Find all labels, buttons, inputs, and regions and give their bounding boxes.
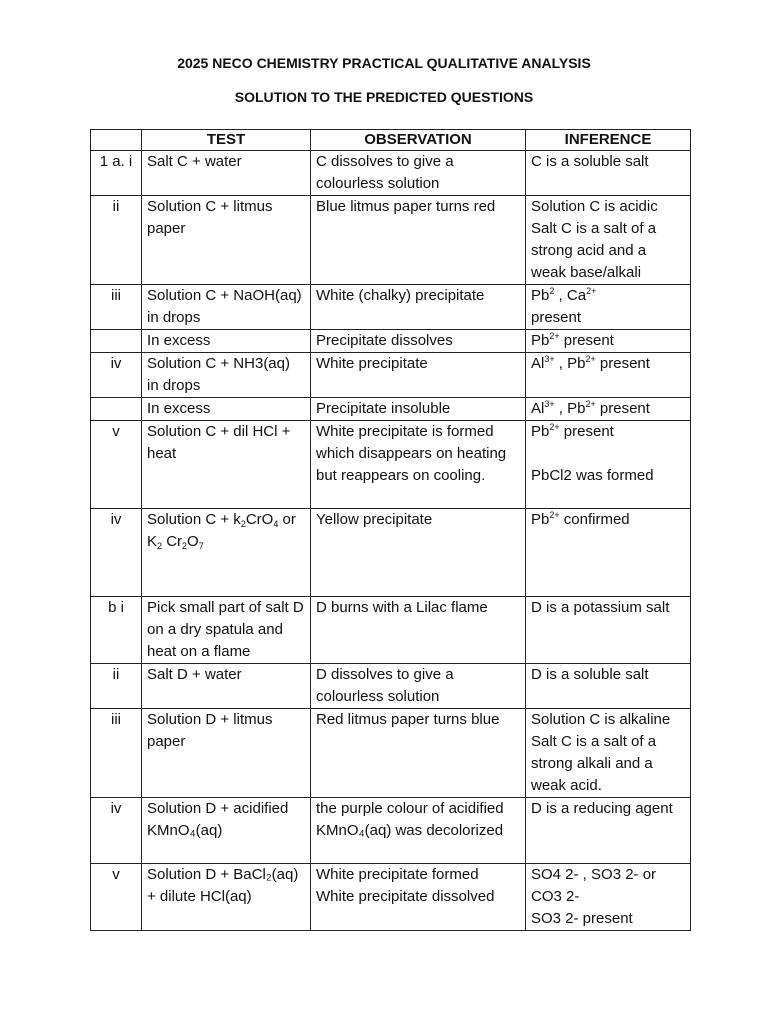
- row-number: iv: [91, 509, 142, 597]
- inference-cell: [526, 330, 691, 353]
- table-row: [91, 597, 691, 664]
- test-text: (aq) in drops: [147, 355, 290, 394]
- test-cell: In excess: [142, 330, 311, 353]
- inference-cell: D is a reducing agent: [526, 798, 691, 864]
- table-row: [91, 196, 691, 285]
- inference-line: Solution C is alkaline: [531, 711, 671, 728]
- inference-cell: C is a soluble salt: [526, 151, 691, 196]
- ion-charge: 3+: [544, 399, 555, 409]
- document-title: 2025 NECO CHEMISTRY PRACTICAL QUALITATIVE ANALYSIS: [177, 55, 591, 71]
- ion-symbol: Pb: [531, 332, 550, 349]
- observation-cell: Yellow precipitate: [311, 509, 526, 597]
- table-row: [91, 151, 691, 196]
- inference-line: present: [531, 309, 582, 326]
- row-number: 1 a. i: [91, 151, 142, 196]
- observation-cell: Precipitate dissolves: [311, 330, 526, 353]
- row-number: iv: [91, 798, 142, 864]
- observation-cell: [311, 864, 526, 931]
- inference-cell: [526, 353, 691, 398]
- observation-cell: Precipitate insoluble: [311, 398, 526, 421]
- test-cell: Salt D + water: [142, 664, 311, 709]
- ion-charge: 2+: [549, 510, 560, 520]
- ion-symbol: , Pb: [554, 355, 586, 372]
- test-cell: [142, 509, 311, 597]
- test-cell: Solution C + NaOH(aq) in drops: [142, 285, 311, 330]
- ion-charge: 2+: [585, 354, 596, 364]
- ion-symbol: , Ca: [554, 287, 587, 304]
- inference-cell: [526, 509, 691, 597]
- table-row: [91, 709, 691, 798]
- inference-line: PbCl2 was formed: [531, 467, 654, 484]
- test-cell: Solution C + dil HCl + heat: [142, 421, 311, 509]
- inference-line: SO4 2- , SO3 2- or CO3 2-: [531, 866, 657, 905]
- test-text: Solution C + k: [147, 511, 241, 528]
- test-text: O: [187, 533, 199, 550]
- test-cell: Solution D + BaCl₂(aq) + dilute HCl(aq): [142, 864, 311, 931]
- test-cell: In excess: [142, 398, 311, 421]
- inference-cell: [526, 196, 691, 285]
- row-number: [91, 330, 142, 353]
- ion-symbol: Al: [531, 400, 545, 417]
- row-number: b i: [91, 597, 142, 664]
- inference-text: present: [559, 423, 614, 440]
- ion-charge: 2+: [549, 331, 560, 341]
- header-inference: INFERENCE: [526, 130, 691, 151]
- inference-line: Solution C is acidic: [531, 198, 658, 215]
- test-text: CrO: [245, 511, 274, 528]
- ion-symbol: Al: [531, 355, 545, 372]
- subscript-text: 2: [182, 541, 188, 551]
- inference-line: Salt C is a salt of a strong acid and a weak base/alkali: [531, 220, 657, 281]
- ion-charge: 2+: [585, 399, 596, 409]
- ion-symbol: , Pb: [554, 400, 586, 417]
- test-cell: Solution C + litmus paper: [142, 196, 311, 285]
- ion-charge: 2: [549, 286, 555, 296]
- table-row: [91, 398, 691, 421]
- inference-cell: [526, 285, 691, 330]
- table-row: [91, 509, 691, 597]
- row-number: [91, 398, 142, 421]
- observation-cell: C dissolves to give a colourless solution: [311, 151, 526, 196]
- table-row: [91, 330, 691, 353]
- table-row: [91, 353, 691, 398]
- inference-line: Salt C is a salt of a strong alkali and a weak acid.: [531, 733, 657, 794]
- observation-cell: White (chalky) precipitate: [311, 285, 526, 330]
- subscript-text: 7: [198, 541, 204, 551]
- observation-cell: Red litmus paper turns blue: [311, 709, 526, 798]
- test-text: or K: [147, 511, 296, 550]
- row-number: v: [91, 421, 142, 509]
- observation-cell: D dissolves to give a colourless solution: [311, 664, 526, 709]
- inference-cell: [526, 864, 691, 931]
- ion-charge: 3+: [544, 354, 555, 364]
- spacer: [531, 443, 685, 465]
- ion-symbol: Pb: [531, 511, 550, 528]
- test-cell: Solution D + litmus paper: [142, 709, 311, 798]
- row-number: iii: [91, 285, 142, 330]
- table-row: [91, 421, 691, 509]
- table-row: [91, 798, 691, 864]
- ion-charge: 2+: [586, 286, 597, 296]
- row-number: iii: [91, 709, 142, 798]
- observation-line: White precipitate dissolved: [316, 888, 495, 905]
- ion-symbol: Pb: [531, 423, 550, 440]
- header-number: [91, 130, 142, 151]
- observation-cell: White precipitate is formed which disappears on heating but reappears on cooling.: [311, 421, 526, 509]
- row-number: ii: [91, 196, 142, 285]
- test-text: Solution C + NH: [147, 355, 255, 372]
- observation-cell: White precipitate: [311, 353, 526, 398]
- inference-cell: [526, 709, 691, 798]
- inference-text: present: [595, 400, 650, 417]
- header-test: TEST: [142, 130, 311, 151]
- test-cell: Solution D + acidified KMnO₄(aq): [142, 798, 311, 864]
- observation-cell: the purple colour of acidified KMnO₄(aq) was decolorized: [311, 798, 526, 864]
- table-row: [91, 864, 691, 931]
- inference-cell: [526, 398, 691, 421]
- inference-cell: D is a soluble salt: [526, 664, 691, 709]
- inference-text: present: [559, 332, 614, 349]
- subscript-text: 3: [254, 355, 264, 372]
- observation-cell: Blue litmus paper turns red: [311, 196, 526, 285]
- test-cell: [142, 353, 311, 398]
- test-text: Cr: [162, 533, 183, 550]
- row-number: ii: [91, 664, 142, 709]
- row-number: iv: [91, 353, 142, 398]
- subscript-text: 4: [273, 519, 279, 529]
- ion-charge: 2+: [549, 422, 560, 432]
- test-cell: Salt C + water: [142, 151, 311, 196]
- test-cell: Pick small part of salt D on a dry spatula and heat on a flame: [142, 597, 311, 664]
- observation-line: White precipitate formed: [316, 866, 479, 883]
- inference-line: SO3 2- present: [531, 910, 633, 927]
- document-subtitle: SOLUTION TO THE PREDICTED QUESTIONS: [234, 89, 534, 105]
- table-header-row: [91, 130, 691, 151]
- qualitative-analysis-table: [90, 129, 691, 931]
- inference-text: present: [595, 355, 650, 372]
- inference-cell: D is a potassium salt: [526, 597, 691, 664]
- ion-symbol: Pb: [531, 287, 550, 304]
- header-observation: OBSERVATION: [311, 130, 526, 151]
- table-row: [91, 664, 691, 709]
- inference-cell: [526, 421, 691, 509]
- inference-text: confirmed: [559, 511, 630, 528]
- subscript-text: 2: [240, 519, 246, 529]
- table-row: [91, 285, 691, 330]
- subscript-text: 2: [157, 541, 163, 551]
- observation-cell: D burns with a Lilac flame: [311, 597, 526, 664]
- row-number: v: [91, 864, 142, 931]
